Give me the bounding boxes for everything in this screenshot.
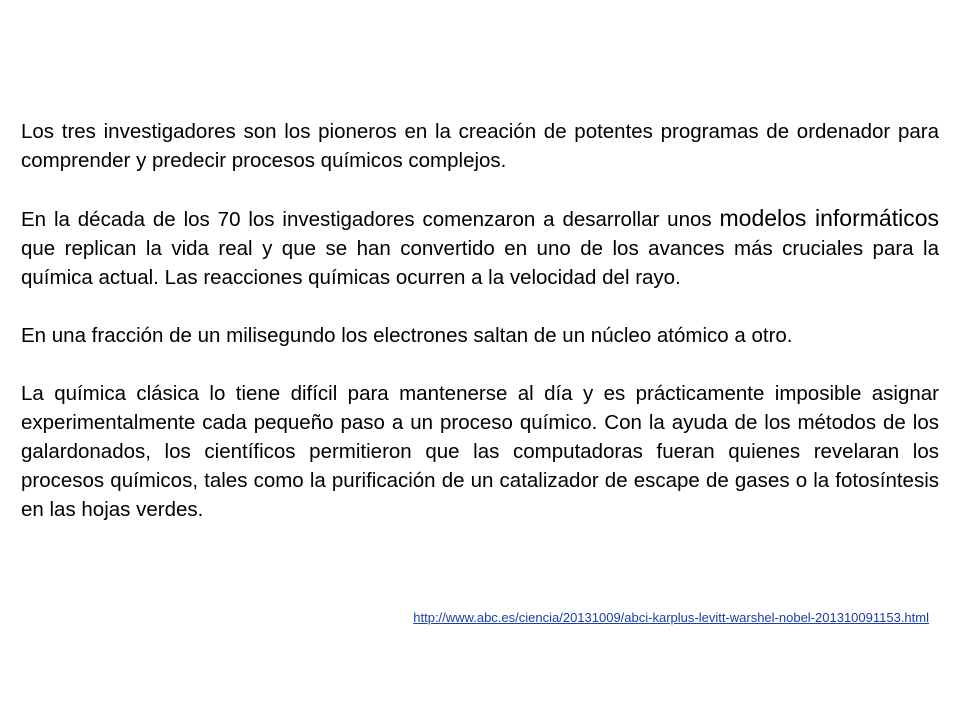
emphasized-term: modelos informáticos: [719, 205, 939, 231]
paragraph-models-rest: que replican la vida real y que se han convertido en uno de los avances más cruciales para la química actual. Las reacciones químicas ocurren a la velocidad del rayo.: [21, 237, 939, 289]
paragraph-electrons: En una fracción de un milisegundo los electrones saltan de un núcleo atómico a otro.: [21, 324, 793, 347]
paragraph-classic-chemistry: La química clásica lo tiene difícil para mantenerse al día y es prácticamente imposible asignar experimentalmente cada pequeño paso a un proceso químico. Con la ayuda de los métodos de los galardonados, los científicos permitieron que las computadoras fueran quienes revelaran los procesos químicos, tales como la purificación de un catalizador de escape de gases o la fotosíntesis en las hojas verdes.: [21, 382, 939, 521]
source-link[interactable]: http://www.abc.es/ciencia/20131009/abci-karplus-levitt-warshel-nobel-201310091153.html: [413, 610, 929, 625]
paragraph-pioneers: Los tres investigadores son los pioneros en la creación de potentes programas de ordenador para comprender y predecir procesos químicos complejos.: [21, 120, 939, 172]
paragraph-models-intro: En la década de los 70 los investigadores comenzaron a desarrollar unos: [21, 208, 720, 231]
paragraph-models: [21, 204, 939, 292]
body-text: [21, 117, 939, 524]
